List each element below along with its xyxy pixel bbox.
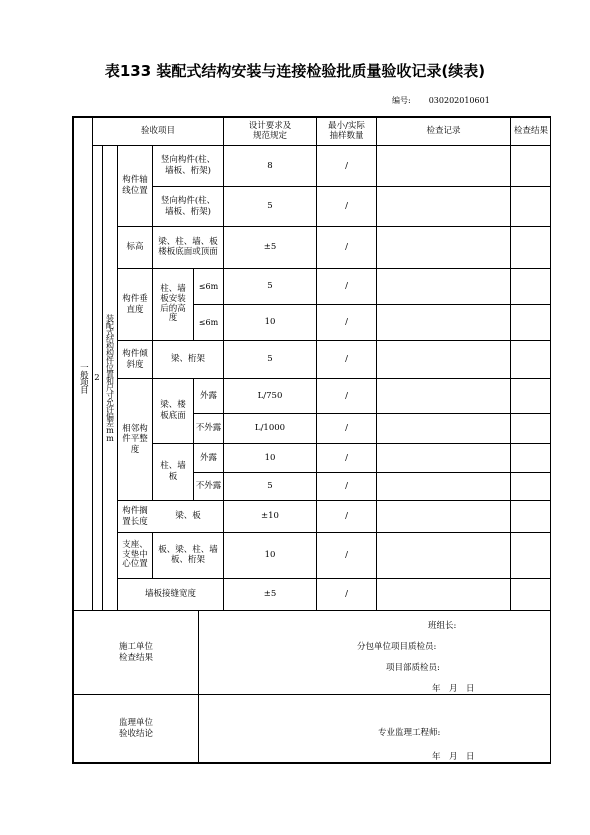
axis-row1-value: 8 [267,160,273,171]
bearing-value: ±10 [261,511,279,522]
axis-row2-value: 5 [267,201,273,212]
header-result: 检查结果 [513,126,548,137]
flatness-row4-value: 5 [267,481,273,492]
elevation-value: ±5 [263,242,277,253]
flatness-row2-sample: / [345,423,348,434]
flatness-row1-cond: 外露 [199,390,217,401]
flatness-row2-cond: 不外露 [195,423,222,434]
verticality-row1-cond: ≤6m [198,281,219,291]
support-value: 10 [264,550,276,561]
team-leader-label: 班组长: [428,621,457,631]
supervision-engineer-label: 专业监理工程师: [378,728,441,738]
flatness-row3-sample: / [345,452,348,463]
bearing-label: 构件搁 置长度 [122,505,148,527]
support-label: 支座、 支垫中 心位置 [122,540,148,570]
axis-row2-sample: / [345,201,348,212]
record-code [392,95,490,106]
header-record: 检查记录 [426,126,461,137]
general-items-label: 一般项目 [78,363,89,393]
construction-label: 施工单位 检查结果 [118,642,153,663]
category-label: 装配式结构构件位置和尺寸允许偏差mm [105,314,115,442]
verticality-row1-sample: / [345,281,348,292]
flatness-row1-sample: / [345,390,348,401]
support-name: 板、梁、柱、墙 板、桁架 [158,545,218,565]
support-sample: / [345,550,348,561]
tilt-sample: / [345,354,348,365]
axis-row1-sample: / [345,160,348,171]
verticality-row1-value: 5 [267,281,273,292]
project-qc-label: 项目部质检员: [386,663,440,673]
code-value: 030202010601 [428,96,490,105]
supervision-date: 年 月 日 [432,752,475,762]
axis-row1-name: 竖向构件(柱、 墙板、桁架) [160,155,216,176]
item-number: 2 [94,372,100,383]
flatness-row4-sample: / [345,481,348,492]
tilt-label: 构件倾 斜度 [122,348,148,370]
flatness-row3-value: 10 [264,452,276,463]
verticality-row2-cond: ≤6m [198,317,219,327]
header-item: 验收项目 [140,126,175,137]
elevation-label: 标高 [126,242,144,253]
verticality-row2-sample: / [345,317,348,328]
header-sample: 最小/实际 抽样数量 [328,121,365,141]
flatness-row2-value: L/1000 [254,423,286,434]
tilt-name: 梁、桁架 [170,354,205,365]
joint-width-value: ±5 [263,589,277,600]
supervision-label: 监理单位 验收结论 [118,718,153,739]
verticality-sub: 柱、墙 板安装 后的高 度 [160,283,186,324]
elevation-name: 梁、柱、墙、板 楼板底面或顶面 [158,237,218,257]
code-label: 编号: [392,96,411,105]
joint-width-label: 墙板接缝宽度 [144,589,196,600]
bearing-name: 梁、板 [175,511,201,522]
elevation-sample: / [345,242,348,253]
header-design: 设计要求及 规范规定 [248,121,292,141]
axis-position-label: 构件轴 线位置 [122,175,148,196]
flatness-beam-label: 梁、楼 板底面 [160,400,186,421]
flatness-label: 相邻构 件平整 度 [122,423,148,455]
verticality-row2-value: 10 [264,317,276,328]
sub-qc-label: 分包单位项目质检员: [357,642,437,652]
tilt-value: 5 [267,354,273,365]
construction-date: 年 月 日 [432,684,475,694]
flatness-row4-cond: 不外露 [195,481,222,492]
axis-row2-name: 竖向构件(柱、 墙板、桁架) [160,195,216,217]
flatness-row1-value: L/750 [257,390,283,401]
joint-width-sample: / [345,589,348,600]
bearing-sample: / [345,511,348,522]
flatness-row3-cond: 外露 [199,452,217,463]
page-title: 表133 装配式结构安装与连接检验批质量验收记录(续表) [104,62,486,80]
verticality-label: 构件垂 直度 [122,293,148,315]
flatness-col-label: 柱、墙 板 [160,461,186,482]
